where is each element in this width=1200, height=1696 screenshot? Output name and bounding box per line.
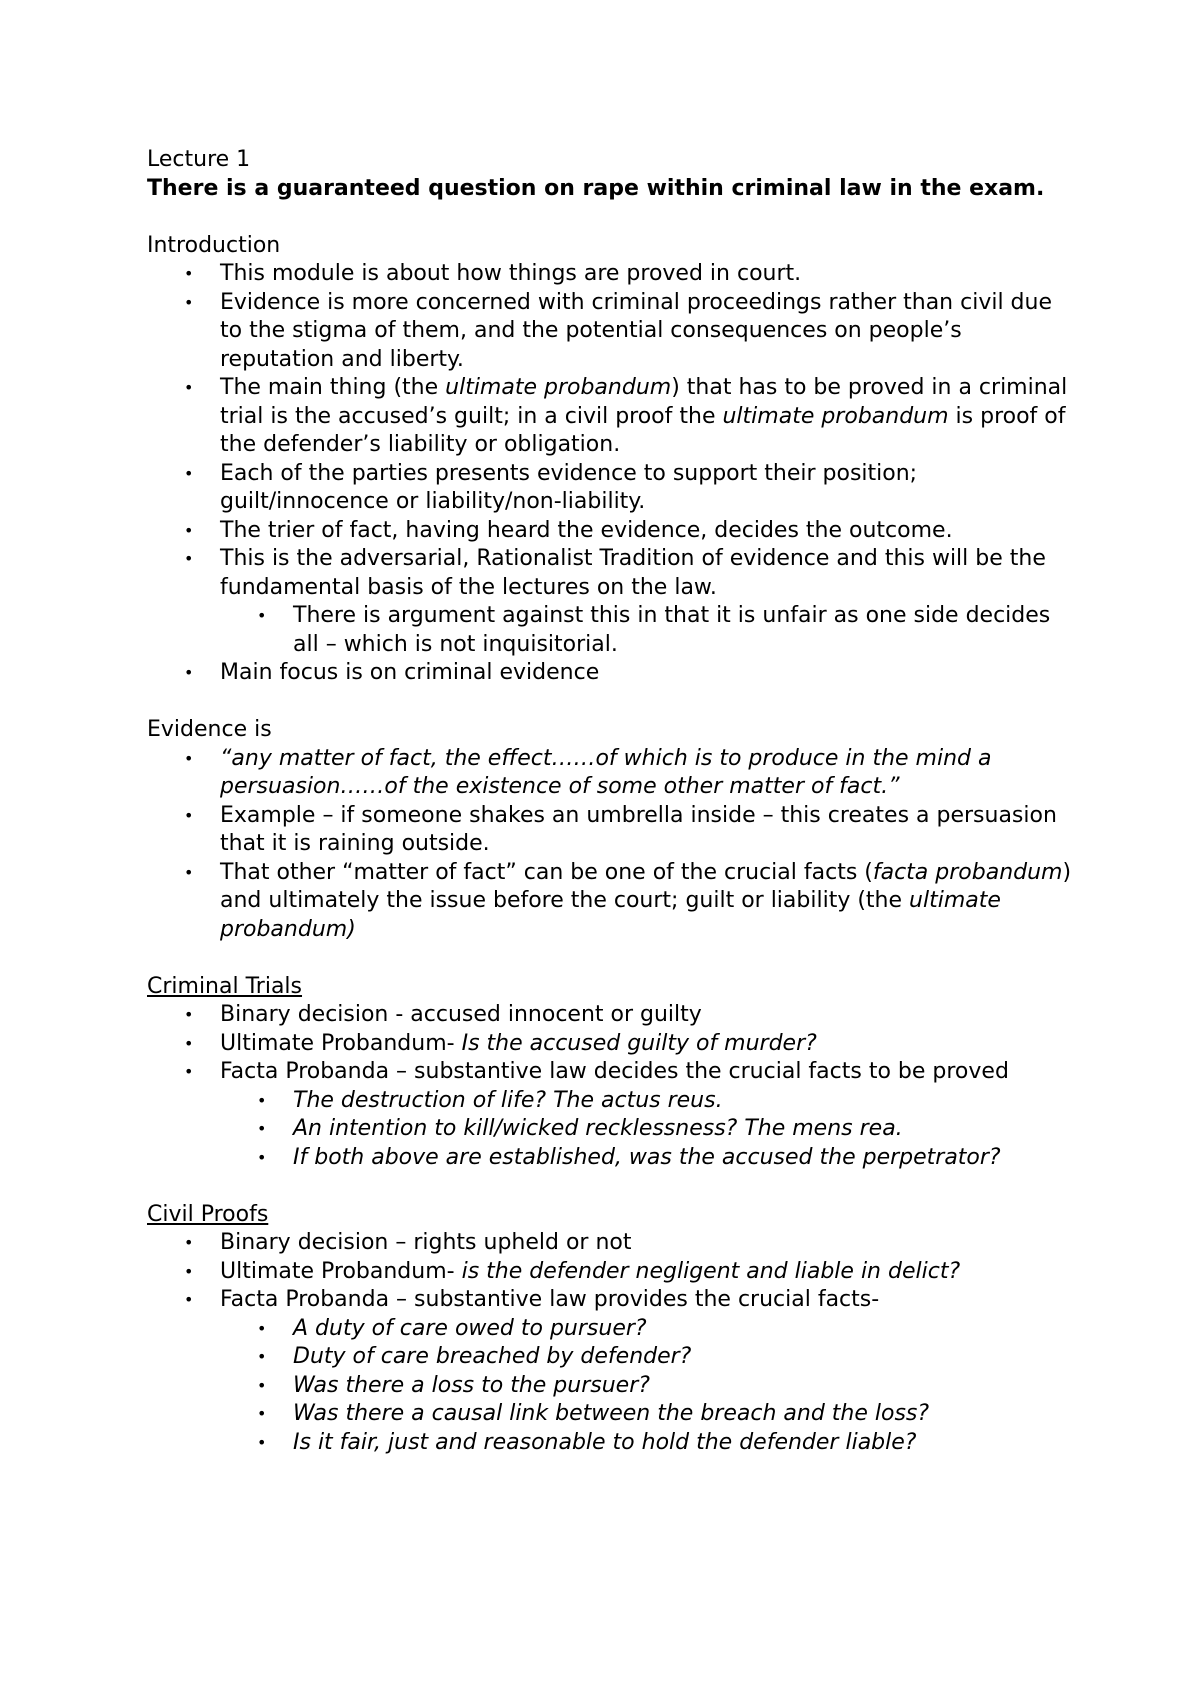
- list-item: • Binary decision - accused innocent or guilty: [147, 1001, 1077, 1030]
- list-item: • Facta Probanda – substantive law provides the crucial facts-: [147, 1286, 1077, 1315]
- bullet-icon: •: [184, 1233, 194, 1252]
- sub-list-item: • Duty of care breached by defender?: [147, 1343, 1077, 1372]
- bullet-icon: •: [184, 463, 194, 483]
- bullet-icon: •: [184, 1033, 194, 1053]
- list-item: • The main thing (the ultimate probandum) that has to be proved in a criminal trial is the accused’s guilt; in a civil proof the ultimate probandum is proof of the defender’s liability or obligation.: [184, 375, 1068, 457]
- bullet-icon: •: [184, 805, 194, 825]
- bullet-icon: •: [184, 1062, 194, 1081]
- section-title-evidence: Evidence is: [147, 717, 272, 742]
- evidence-list: [147, 745, 1077, 945]
- bullet-icon: •: [257, 1404, 267, 1423]
- list-item: • This is the adversarial, Rationalist Tradition of evidence and this will be the fundamental basis of the lectures on the law.: [184, 546, 1046, 600]
- list-item: • Facta Probanda – substantive law decides the crucial facts to be proved: [147, 1058, 1077, 1087]
- sub-list-item: • An intention to kill/wicked recklessness? The mens rea.: [147, 1115, 1077, 1144]
- exam-notice: There is a guaranteed question on rape within criminal law in the exam.: [147, 175, 1045, 201]
- bullet-icon: •: [257, 606, 267, 625]
- bullet-icon: •: [184, 748, 194, 768]
- bullet-icon: •: [257, 1090, 267, 1110]
- sub-list-item: • Is it fair, just and reasonable to hold the defender liable?: [147, 1429, 1077, 1458]
- section-title-criminal-trials: Criminal Trials: [147, 973, 303, 999]
- bullet-icon: •: [257, 1347, 267, 1366]
- section-title-introduction: Introduction: [147, 232, 281, 258]
- bullet-icon: •: [184, 292, 194, 312]
- sub-list-item: • There is argument against this in that it is unfair as one side decides all – which is not inquisitorial.: [257, 603, 1051, 657]
- list-item: • That other “matter of fact” can be one of the crucial facts (facta probandum) and ultimately the issue before the court; guilt or liability (the ultimate probandum): [184, 859, 1072, 942]
- bullet-icon: •: [184, 1290, 194, 1309]
- list-item: • Main focus is on criminal evidence: [147, 659, 1077, 688]
- bullet-icon: •: [184, 378, 194, 397]
- bullet-icon: •: [257, 1147, 267, 1167]
- sub-list-item: • Was there a loss to the pursuer?: [147, 1372, 1077, 1401]
- bullet-icon: •: [257, 1375, 267, 1395]
- list-item: • Binary decision – rights upheld or not: [147, 1229, 1077, 1258]
- sub-list-item: • If both above are established, was the accused the perpetrator?: [147, 1144, 1077, 1173]
- bullet-icon: •: [184, 1005, 194, 1024]
- bullet-icon: •: [184, 264, 194, 283]
- bullet-icon: •: [257, 1318, 267, 1338]
- list-item: • Ultimate Probandum- is the defender negligent and liable in delict?: [147, 1258, 1077, 1287]
- list-item: • Each of the parties presents evidence to support their position; guilt/innocence or liability/non-liability.: [184, 460, 918, 514]
- bullet-icon: •: [184, 549, 194, 568]
- introduction-list: [147, 260, 1077, 688]
- section-title-civil-proofs: Civil Proofs: [147, 1201, 269, 1227]
- document-page: [147, 146, 1077, 1457]
- list-item: • Evidence is more concerned with criminal proceedings rather than civil due to the stigma of them, and the potential consequences on people’s reputation and liberty.: [184, 289, 1053, 372]
- bullet-icon: •: [184, 663, 194, 682]
- list-item: • “any matter of fact, the effect……of which is to produce in the mind a persuasion……of the existence of some other matter of fact.”: [184, 745, 992, 799]
- bullet-icon: •: [184, 1261, 194, 1281]
- bullet-icon: •: [257, 1119, 267, 1138]
- civil-proofs-list: [147, 1229, 1077, 1457]
- list-item: • Example – if someone shakes an umbrella inside – this creates a persuasion that it is raining outside.: [184, 802, 1057, 856]
- list-item: • This module is about how things are proved in court.: [147, 260, 1077, 289]
- sub-list-item: • Was there a causal link between the breach and the loss?: [147, 1400, 1077, 1429]
- criminal-trials-list: [147, 1001, 1077, 1172]
- bullet-icon: •: [257, 1432, 267, 1452]
- bullet-icon: •: [184, 520, 194, 540]
- sub-list-item: • A duty of care owed to pursuer?: [147, 1315, 1077, 1344]
- bullet-icon: •: [184, 862, 194, 882]
- lecture-label: Lecture 1: [147, 147, 251, 172]
- sub-list-item: • The destruction of life? The actus reus.: [147, 1087, 1077, 1116]
- list-item: • The trier of fact, having heard the evidence, decides the outcome.: [147, 517, 1077, 546]
- list-item: • Ultimate Probandum- Is the accused guilty of murder?: [147, 1030, 1077, 1059]
